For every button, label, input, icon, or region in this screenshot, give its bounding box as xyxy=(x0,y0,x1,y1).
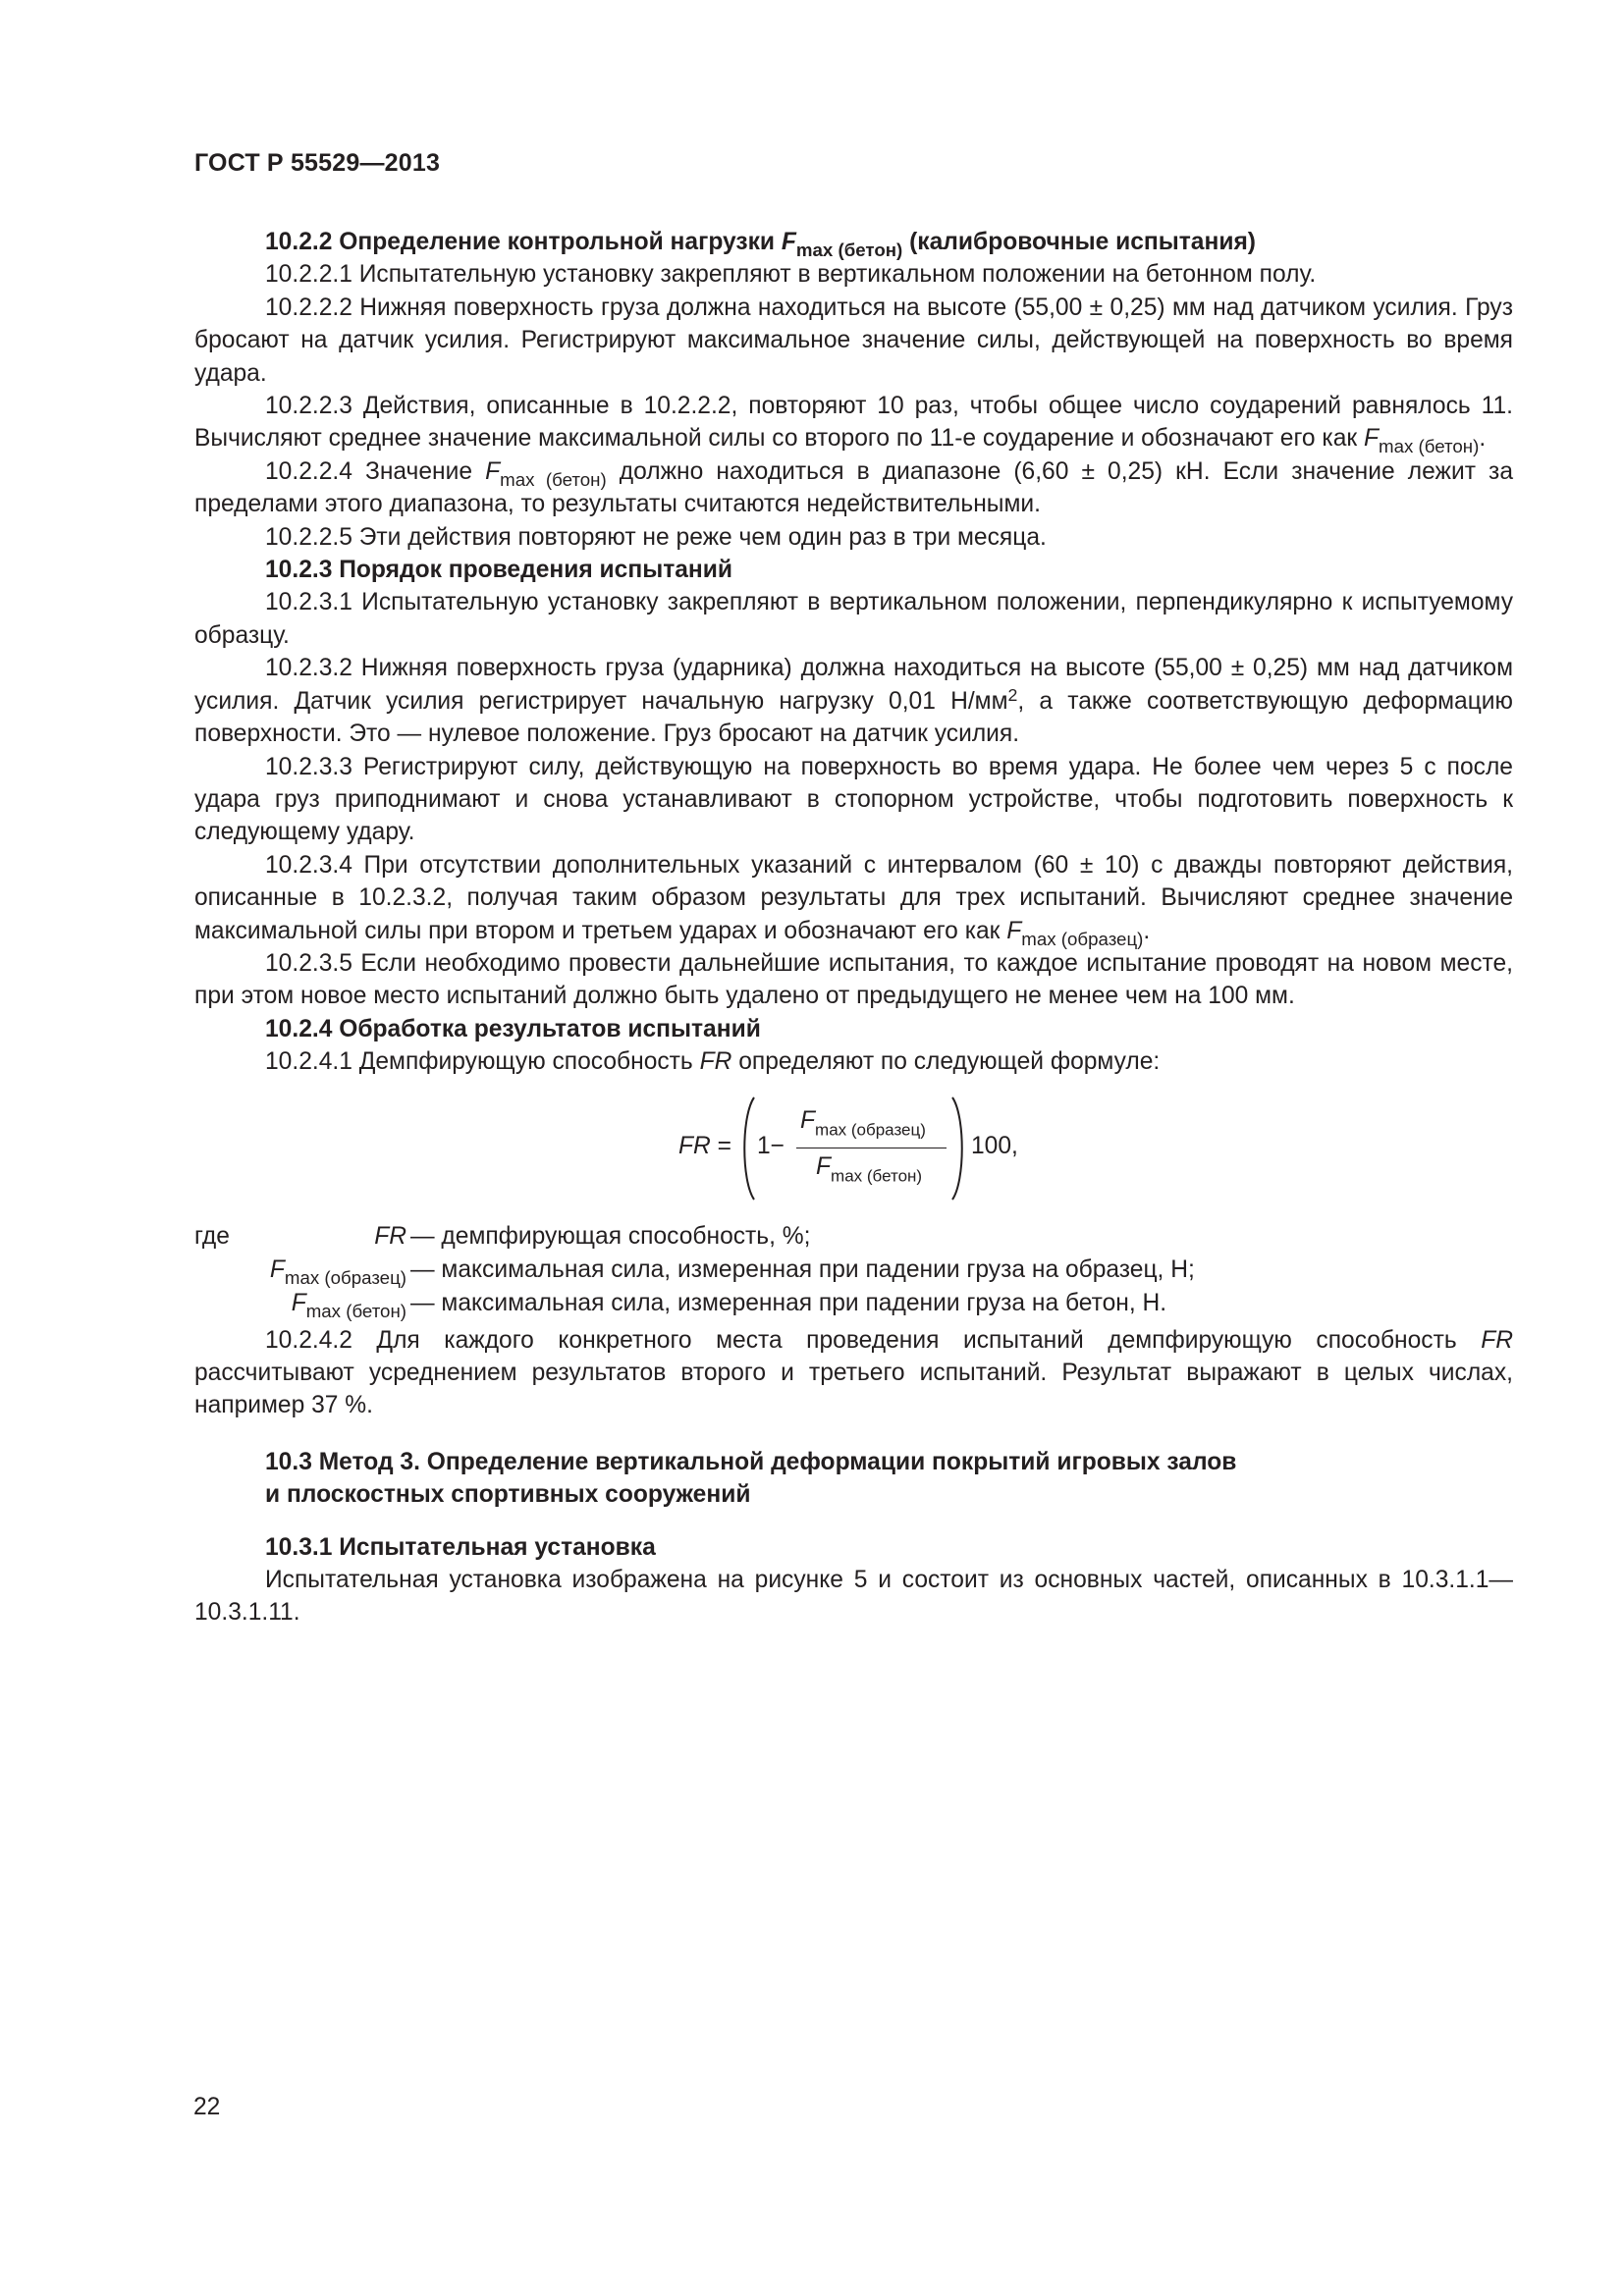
heading-line: 10.3 Метод 3. Определение вертикальной деформации покрытий игровых залов xyxy=(265,1448,1237,1475)
paragraph-text-tail: , а также соответствующую деформацию поверхности. Это — нулевое положение. Груз бросают на датчик усилия. xyxy=(194,687,1513,748)
where-label: где xyxy=(194,1222,230,1250)
symbol-subscript: max (бетон) xyxy=(500,468,607,490)
formula-fr xyxy=(194,1095,1513,1202)
symbol-subscript: max (бетон) xyxy=(305,1300,406,1321)
symbol-fr: FR xyxy=(699,1048,732,1076)
where-symbol xyxy=(374,1220,406,1253)
section-heading-10-2-4: 10.2.4 Обработка результатов испытаний xyxy=(265,1015,761,1042)
section-heading-10-2-3: 10.2.3 Порядок проведения испытаний xyxy=(265,557,733,584)
paragraph-end: . xyxy=(1143,917,1151,944)
paragraph-text-tail: определяют по следующей формуле: xyxy=(731,1048,1161,1076)
paragraph-text: 10.2.3.4 При отсутствии дополнительных указаний с интервалом (60 ± 10) с дважды повторяют действия, описанные в 10.2.3.2, получая таким образом результаты для трех испытаний. Вычисляют среднее значение максимальной силы при втором и третьем ударах и обозначают его как xyxy=(194,851,1513,944)
where-row xyxy=(194,1254,1513,1287)
heading-text: 10.2.2 Определение контрольной нагрузки xyxy=(265,229,782,255)
symbol-f: F xyxy=(816,1152,832,1180)
paragraph-10-2-2-1: 10.2.2.1 Испытательную установку закрепляют в вертикальном положении на бетонном полу. xyxy=(265,261,1317,289)
where-description: — максимальная сила, измеренная при падении груза на бетон, Н. xyxy=(410,1289,1167,1316)
equals-sign: = xyxy=(717,1132,732,1159)
symbol-f: F xyxy=(291,1289,306,1316)
symbol-subscript: max (бетон) xyxy=(831,1166,923,1186)
paragraph-10-2-2-3 xyxy=(194,390,1513,455)
formula-one-minus: 1− xyxy=(757,1132,785,1159)
paragraph-text: 10.2.3.2 Нижняя поверхность груза (ударника) должна находиться на высоте (55,00 ± 0,25) мм над датчиком усилия. Датчик усилия регистрирует начальную нагрузку 0,01 Н/мм xyxy=(194,655,1513,715)
symbol-f: F xyxy=(269,1255,285,1283)
formula-denominator xyxy=(816,1150,923,1186)
paragraph-end: . xyxy=(1479,425,1487,453)
paragraph-10-2-2-5: 10.2.2.5 Эти действия повторяют не реже чем один раз в три месяца. xyxy=(265,523,1047,551)
section-heading-10-2-2 xyxy=(194,226,1513,261)
formula-numerator xyxy=(800,1104,926,1140)
section-heading-10-3-1: 10.3.1 Испытательная установка xyxy=(265,1533,656,1561)
paragraph-10-2-4-1 xyxy=(194,1045,1513,1078)
formula-lhs xyxy=(678,1130,731,1162)
where-description: — демпфирующая способность, %; xyxy=(410,1222,811,1250)
paragraph-10-2-2-4 xyxy=(194,455,1513,521)
paragraph-text: 10.2.4.1 Демпфирующую способность xyxy=(265,1048,700,1076)
formula-multiplier: 100, xyxy=(971,1132,1018,1159)
paragraph-10-3-1: Испытательная установка изображена на рисунке 5 и состоит из основных частей, описанных в 10.3.1.1—10.3.1.11. xyxy=(194,1567,1513,1627)
paragraph-10-2-3-3: 10.2.3.3 Регистрируют силу, действующую на поверхность во время удара. Не более чем через 5 с после удара груз приподнимают и снова устанавливают в стопорном устройстве, чтобы подготовить поверхность к следующему удару. xyxy=(194,753,1513,846)
symbol-f: F xyxy=(485,457,501,485)
symbol-f: F xyxy=(1006,917,1022,944)
symbol-subscript: max (образец) xyxy=(284,1266,406,1288)
where-row xyxy=(194,1220,1513,1254)
symbol-subscript: max (образец) xyxy=(1021,928,1144,949)
heading-line: и плоскостных спортивных сооружений xyxy=(265,1481,751,1509)
paragraph-10-2-2-2: 10.2.2.2 Нижняя поверхность груза должна находиться на высоте (55,00 ± 0,25) мм над датчиком усилия. Груз бросают на датчик усилия. Регистрируют максимальное значение силы, действующей на поверхность во время удара. xyxy=(194,294,1513,387)
symbol-subscript: max (образец) xyxy=(815,1120,926,1140)
superscript: 2 xyxy=(1007,684,1018,705)
where-block xyxy=(194,1220,1513,1322)
symbol-fr: FR xyxy=(678,1132,711,1159)
symbol-f: F xyxy=(1364,425,1380,453)
paragraph-text: 10.2.4.2 Для каждого конкретного места проведения испытаний демпфирующую способность xyxy=(265,1326,1482,1354)
where-description: — максимальная сила, измеренная при падении груза на образец, Н; xyxy=(410,1255,1195,1283)
left-parenthesis-icon xyxy=(737,1095,757,1202)
symbol-f: F xyxy=(781,229,796,255)
paragraph-10-2-3-4 xyxy=(194,849,1513,947)
paragraph-10-2-4-2 xyxy=(194,1324,1513,1422)
right-parenthesis-icon xyxy=(949,1095,969,1202)
heading-text-tail: (калибровочные испытания) xyxy=(902,229,1256,255)
symbol-fr: FR xyxy=(374,1222,406,1250)
paragraph-10-2-3-5: 10.2.3.5 Если необходимо провести дальнейшие испытания, то каждое испытание проводят на новом месте, при этом новое место испытаний должно быть удалено от предыдущего не менее чем на 100 мм. xyxy=(194,949,1513,1010)
paragraph-text: 10.2.2.3 Действия, описанные в 10.2.2.2, повторяют 10 раз, чтобы общее число соударений равнялось 11. Вычисляют среднее значение максимальной силы со второго по 11-е соударение и обозначают его как xyxy=(194,393,1513,453)
where-row xyxy=(194,1287,1513,1320)
standard-header: ГОСТ Р 55529—2013 xyxy=(194,149,441,177)
paragraph-text-tail: должно находиться в диапазоне (6,60 ± 0,25) кН. Если значение лежит за пределами этого диапазона, то результаты считаются недействительными. xyxy=(194,457,1514,518)
page-number: 22 xyxy=(193,2094,221,2120)
paragraph-text: 10.2.2.4 Значение xyxy=(265,457,486,485)
formula-body xyxy=(678,1095,1032,1202)
section-heading-10-3 xyxy=(194,1446,1513,1512)
symbol-fr: FR xyxy=(1481,1326,1513,1354)
paragraph-text-tail: рассчитывают усреднением результатов второго и третьего испытаний. Результат выражают в целых числах, например 37 %. xyxy=(194,1359,1513,1419)
paragraph-10-2-3-1: 10.2.3.1 Испытательную установку закрепляют в вертикальном положении, перпендикулярно к испытуемому образцу. xyxy=(194,589,1513,649)
where-symbol xyxy=(270,1254,406,1286)
where-symbol xyxy=(292,1287,406,1319)
document-body xyxy=(194,226,1513,1629)
symbol-subscript: max (бетон) xyxy=(795,240,903,261)
symbol-subscript: max (бетон) xyxy=(1379,436,1480,457)
symbol-f: F xyxy=(800,1106,816,1134)
paragraph-10-2-3-2 xyxy=(194,652,1513,750)
